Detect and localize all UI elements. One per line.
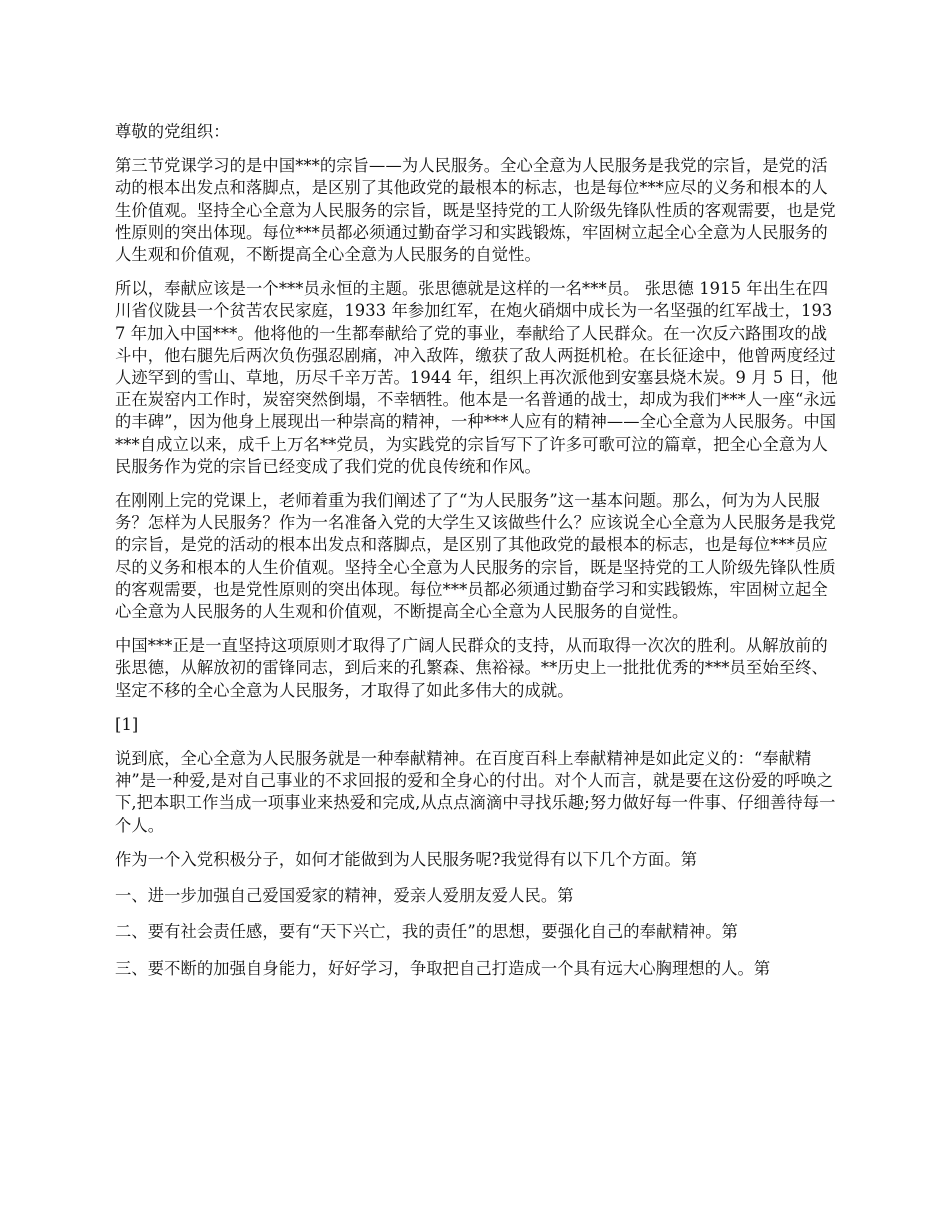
paragraph-4: 中国***正是一直坚持这项原则才取得了广阔人民群众的支持，从而取得一次次的胜利。从解放前的张思德，从解放初的雷锋同志，到后来的孔繁森、焦裕禄。**历史上一批批优秀的***员至始至终、坚定不移的全心全意为人民服务，才取得了如此多伟大的成就。 [115, 636, 828, 700]
salutation: 尊敬的党组织： [115, 122, 230, 141]
paragraph-3: 在刚刚上完的党课上，老师着重为我们阐述了了“为人民服务”这一基本问题。那么，何为为人民服务？怎样为人民服务？作为一名准备入党的大学生又该做些什么？应该说全心全意为人民服务是我党的宗旨，是党的活动的根本出发点和落脚点，是区别了其他政党的最根本的标志，也是每位***员应尽的义务和根本的人生价值观。坚持全心全意为人民服务的宗旨，既是坚持党的工人阶级先锋队性质的客观需要，也是党性原则的突出体现。每位***员都必须通过勤奋学习和实践锻炼，牢固树立起全心全意为人民服务的人生观和价值观，不断提高全心全意为人民服务的自觉性。 [115, 491, 836, 622]
list-item-2: 二、要有社会责任感，要有“天下兴亡，我的责任”的思想，要强化自己的奉献精神。第 [115, 922, 738, 942]
paragraph-6: 作为一个入党积极分子，如何才能做到为人民服务呢?我觉得有以下几个方面。第 [115, 849, 698, 869]
paragraph-2: 所以，奉献应该是一个***员永恒的主题。张思德就是这样的一名***员。 张思德 1915 年出生在四川省仪陇县一个贫苦农民家庭，1933 年参加红军，在炮火硝烟中成长为一名坚强的红军战士，1937 年加入中国***。他将他的一生都奉献给了党的事业，奉献给了人民群众。在一次反六路围攻的战斗中，他右腿先后两次负伤强忍剧痛，冲入敌阵，缴获了敌人两挺机枪。在长征途中，他曾两度经过人迹罕到的雪山、草地，历尽千辛万苦。1944 年，组织上再次派他到安塞县烧木炭。9 月 5 日，他正在炭窑内工作时，炭窑突然倒塌，不幸牺牲。他本是一名普通的战士，却成为我们***人一座“永远的丰碑”，因为他身上展现出一种崇高的精神，一种***人应有的精神——全心全意为人民服务。中国***自成立以来，成千上万名**党员，为实践党的宗旨写下了许多可歌可泣的篇章，把全心全意为人民服务作为党的宗旨已经变成了我们党的优良传统和作风。 [115, 279, 838, 476]
list-item-3: 三、要不断的加强自身能力，好好学习，争取把自己打造成一个具有远大心胸理想的人。第 [115, 958, 771, 978]
list-item-1: 一、进一步加强自己爱国爱家的精神，爱亲人爱朋友爱人民。第 [115, 886, 574, 906]
paragraph-5: 说到底，全心全意为人民服务就是一种奉献精神。在百度百科上奉献精神是如此定义的：“奉献精神”是一种爱,是对自己事业的不求回报的爱和全身心的付出。对个人而言，就是要在这份爱的呼唤之下,把本职工作当成一项事业来热爱和完成,从点点滴滴中寻找乐趣;努力做好每一件事、仔细善待每一个人。 [115, 749, 836, 835]
document-body [115, 121, 840, 994]
paragraph-1: 第三节党课学习的是中国***的宗旨——为人民服务。全心全意为人民服务是我党的宗旨，是党的活动的根本出发点和落脚点，是区别了其他政党的最根本的标志，也是每位***应尽的义务和根本的人生价值观。坚持全心全意为人民服务的宗旨，既是坚持党的工人阶级先锋队性质的客观需要，也是党性原则的突出体现。每位***员都必须通过勤奋学习和实践锻炼，牢固树立起全心全意为人民服务的人生观和价值观，不断提高全心全意为人民服务的自觉性。 [115, 156, 836, 265]
footnote-marker: [1] [115, 714, 139, 734]
